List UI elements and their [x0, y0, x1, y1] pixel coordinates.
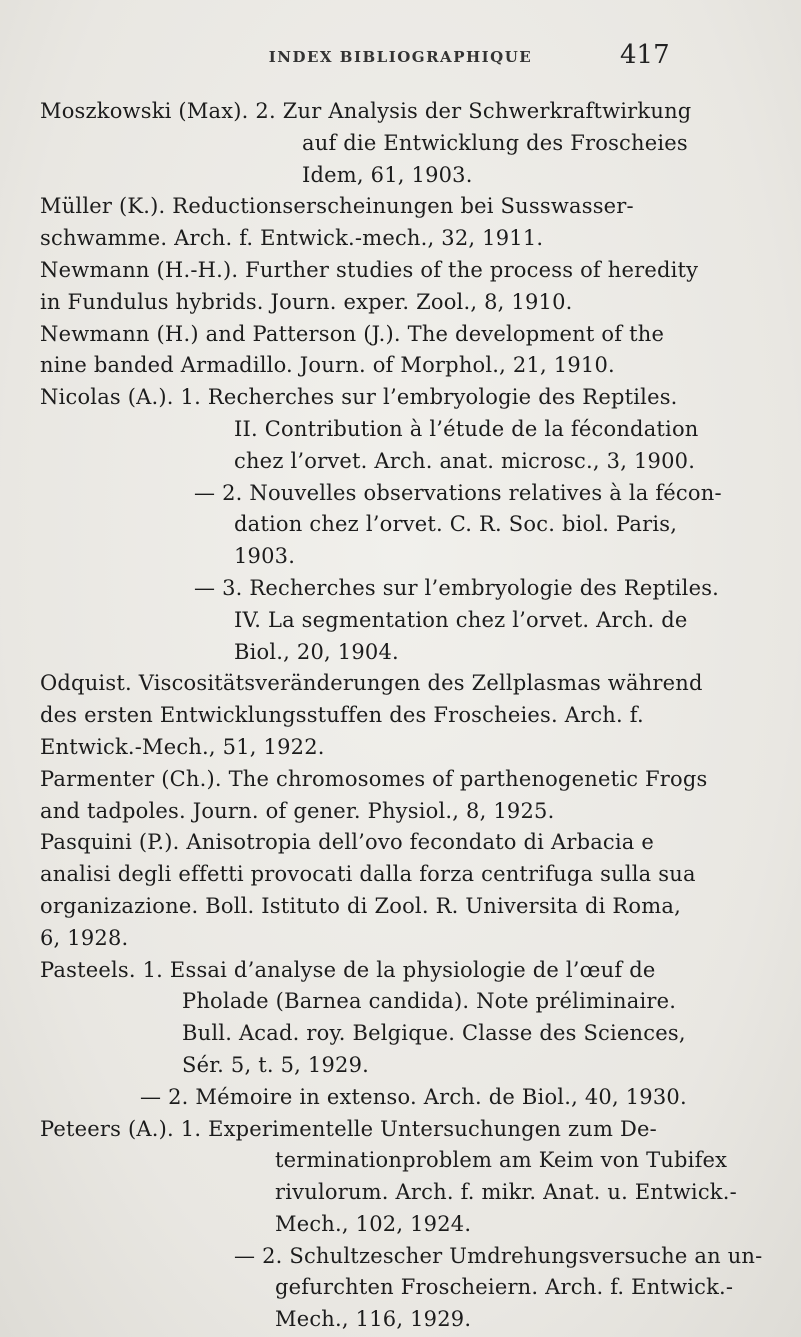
- entry-line: organizazione. Boll. Istituto di Zool. R. Universita di Roma,: [40, 893, 681, 918]
- entry-line: gefurchten Froscheiern. Arch. f. Entwick.-: [275, 1275, 734, 1300]
- bibliography-entry-pasquini: [40, 827, 758, 954]
- entry-line: Pasquini (P.). Anisotropia dell’ovo fecondato di Arbacia e: [40, 830, 655, 855]
- page-number: 417: [620, 40, 670, 70]
- entry-line: — 3. Recherches sur l’embryologie des Reptiles.: [194, 575, 720, 600]
- entry-line: Newmann (H.) and Patterson (J.). The development of the: [40, 321, 665, 346]
- bibliography-entry-peteers: [40, 1114, 763, 1337]
- entry-line: auf die Entwicklung des Froscheies: [302, 130, 688, 155]
- entry-line: terminationproblem am Keim von Tubifex: [275, 1148, 728, 1173]
- entry-line: Pholade (Barnea candida). Note préliminaire.: [182, 989, 677, 1014]
- entry-line: Newmann (H.-H.). Further studies of the process of heredity: [40, 257, 699, 282]
- entry-line: Nicolas (A.). 1. Recherches sur l’embryologie des Reptiles.: [40, 385, 678, 410]
- entry-line: Bull. Acad. roy. Belgique. Classe des Sciences,: [182, 1021, 686, 1046]
- bibliography-entry-muller: [40, 191, 758, 255]
- bibliography-entry-newmann-1: [40, 255, 758, 319]
- entry-line: Müller (K.). Reductionserscheinungen bei Susswasser-: [40, 194, 634, 219]
- entry-line: Sér. 5, t. 5, 1929.: [182, 1052, 370, 1077]
- entry-line: Idem, 61, 1903.: [302, 162, 473, 187]
- entry-line: — 2. Nouvelles observations relatives à la fécon-: [194, 480, 722, 505]
- bibliography-entry-odquist: [40, 668, 758, 763]
- entry-line: Pasteels. 1. Essai d’analyse de la physiologie de l’œuf de: [40, 957, 656, 982]
- entry-line: chez l’orvet. Arch. anat. microsc., 3, 1900.: [234, 448, 696, 473]
- bibliography-entry-newmann-2: [40, 319, 758, 383]
- entry-line: — 2. Schultzescher Umdrehungsversuche an un-: [234, 1243, 763, 1268]
- entry-line: des ersten Entwicklungsstuffen des Froscheies. Arch. f.: [40, 703, 644, 728]
- entry-line: rivulorum. Arch. f. mikr. Anat. u. Entwick.-: [275, 1180, 737, 1205]
- entry-line: Mech., 102, 1924.: [275, 1211, 472, 1236]
- bibliography-list: [40, 96, 763, 1336]
- entry-line: Mech., 116, 1929.: [275, 1307, 472, 1332]
- entry-line: Odquist. Viscositätsveränderungen des Zellplasmas während: [40, 671, 703, 696]
- entry-line: IV. La segmentation chez l’orvet. Arch. de: [234, 607, 688, 632]
- running-title: INDEX BIBLIOGRAPHIQUE: [268, 48, 533, 66]
- entry-line: Peteers (A.). 1. Experimentelle Untersuchungen zum De-: [40, 1116, 657, 1141]
- entry-line: Parmenter (Ch.). The chromosomes of parthenogenetic Frogs: [40, 766, 708, 791]
- entry-line: — 2. Mémoire in extenso. Arch. de Biol., 40, 1930.: [140, 1084, 687, 1109]
- entry-line: in Fundulus hybrids. Journ. exper. Zool., 8, 1910.: [40, 289, 573, 314]
- entry-line: Entwick.-Mech., 51, 1922.: [40, 734, 325, 759]
- entry-line: analisi degli effetti provocati dalla forza centrifuga sulla sua: [40, 862, 696, 887]
- bibliography-entry-pasteels: [40, 955, 758, 1114]
- bibliography-entry-moszkowski: [40, 96, 758, 191]
- bibliography-entry-nicolas: [40, 382, 758, 668]
- entry-line: schwamme. Arch. f. Entwick.-mech., 32, 1911.: [40, 226, 544, 251]
- entry-line: II. Contribution à l’étude de la fécondation: [234, 416, 699, 441]
- entry-line: Biol., 20, 1904.: [234, 639, 399, 664]
- entry-line: dation chez l’orvet. C. R. Soc. biol. Paris,: [234, 512, 678, 537]
- bibliography-entry-parmenter: [40, 764, 758, 828]
- entry-line: nine banded Armadillo. Journ. of Morphol., 21, 1910.: [40, 353, 615, 378]
- entry-line: and tadpoles. Journ. of gener. Physiol., 8, 1925.: [40, 798, 555, 823]
- entry-line: 1903.: [234, 544, 296, 569]
- entry-line: 6, 1928.: [40, 925, 129, 950]
- entry-line: Moszkowski (Max). 2. Zur Analysis der Schwerkraftwirkung: [40, 99, 692, 123]
